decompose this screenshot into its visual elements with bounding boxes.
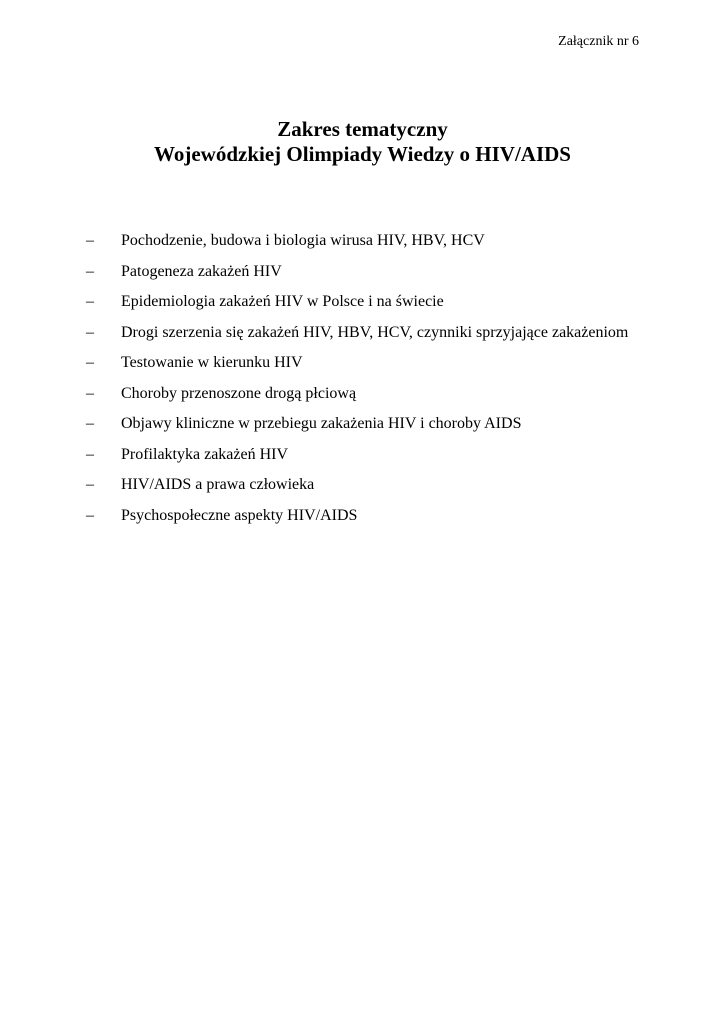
list-item [0, 226, 639, 257]
dash-bullet: – [86, 323, 94, 341]
list-item [0, 409, 639, 440]
list-item [0, 379, 639, 410]
list-item [0, 287, 639, 318]
title-line-2: Wojewódzkiej Olimpiady Wiedzy o HIV/AIDS [154, 142, 571, 166]
list-item [0, 257, 639, 288]
dash-bullet: – [86, 293, 94, 310]
topic-text: Choroby przenoszone drogą płciową [121, 384, 357, 402]
list-item [0, 440, 639, 471]
dash-bullet: – [86, 415, 94, 432]
title-line-1: Zakres tematyczny [277, 117, 448, 141]
list-item [0, 348, 639, 379]
dash-bullet: – [86, 354, 94, 371]
list-item [0, 470, 639, 501]
topic-text: Epidemiologia zakażeń HIV w Polsce i na świecie [121, 293, 444, 310]
topics-list [0, 226, 725, 531]
list-item [0, 501, 639, 532]
list-item [0, 318, 639, 349]
topic-text: Testowanie w kierunku HIV [121, 354, 303, 371]
dash-bullet: – [86, 445, 94, 463]
annex-label: Załącznik nr 6 [558, 34, 639, 49]
dash-bullet: – [86, 262, 94, 280]
document-title [0, 117, 725, 167]
topic-text: Pochodzenie, budowa i biologia wirusa HIV, HBV, HCV [121, 232, 485, 249]
dash-bullet: – [86, 506, 94, 524]
topic-text: Objawy kliniczne w przebiegu zakażenia HIV i choroby AIDS [121, 415, 522, 432]
dash-bullet: – [86, 384, 94, 402]
topic-text: HIV/AIDS a prawa człowieka [121, 476, 315, 493]
dash-bullet: – [86, 232, 94, 249]
topic-text: Patogeneza zakażeń HIV [121, 262, 282, 280]
topic-text: Profilaktyka zakażeń HIV [121, 445, 289, 463]
topic-text: Drogi szerzenia się zakażeń HIV, HBV, HCV, czynniki sprzyjające zakażeniom [121, 323, 629, 341]
topic-text: Psychospołeczne aspekty HIV/AIDS [121, 506, 358, 524]
dash-bullet: – [86, 476, 94, 493]
